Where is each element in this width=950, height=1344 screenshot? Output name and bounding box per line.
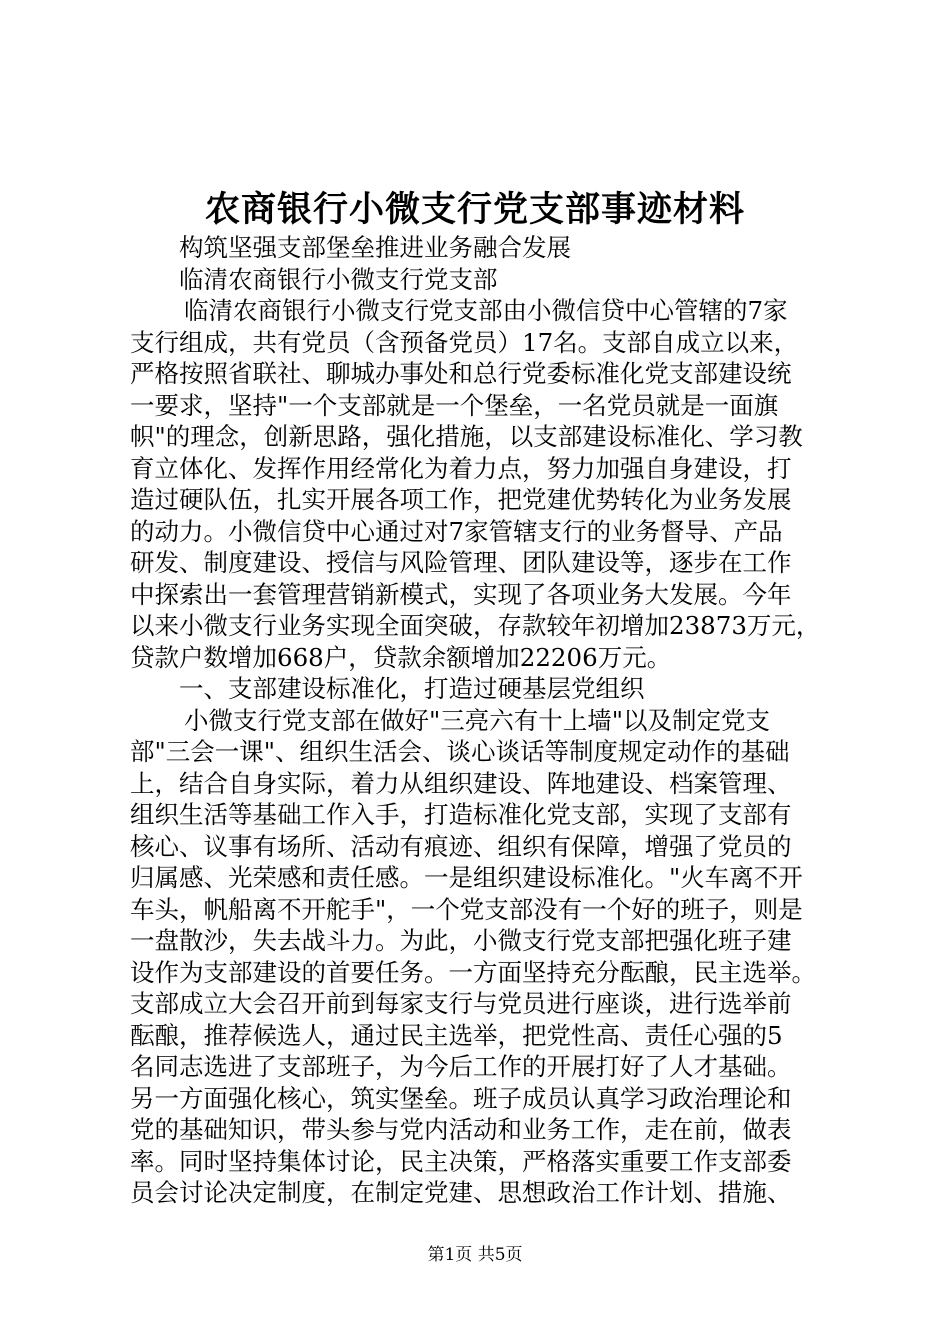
document-body [130, 232, 840, 1209]
paragraph-line: 中探索出一套管理营销新模式，实现了各项业务大发展。今年 [130, 579, 792, 609]
paragraph-line: 率。同时坚持集体讨论，民主决策，严格落实重要工作支部委 [130, 1146, 792, 1176]
paragraph-line: 另一方面强化核心，筑实堡垒。班子成员认真学习政治理论和 [130, 1083, 792, 1113]
paragraph-line: 归属感、光荣感和责任感。一是组织建设标准化。"火车离不开 [130, 863, 803, 892]
paragraph-line: 的动力。小微信贷中心通过对7家管辖支行的业务督导、产品 [130, 516, 783, 546]
paragraph-line: 部"三会一课"、组织生活会、谈心谈话等制度规定动作的基础 [130, 737, 790, 766]
paragraph-line: 贷款户数增加668户，贷款余额增加22206万元。 [130, 642, 672, 672]
document-title: 农商银行小微支行党支部事迹材料 [204, 189, 745, 230]
paragraph-line: 车头，帆船离不开舵手"，一个党支部没有一个好的班子，则是 [130, 894, 803, 924]
paragraph-line: 名同志选进了支部班子，为今后工作的开展打好了人才基础。 [130, 1052, 792, 1081]
paragraph-line: 一要求，坚持"一个支部就是一个堡垒，一名党员就是一面旗 [130, 390, 779, 420]
paragraph-line: 组织生活等基础工作入手，打造标准化党支部，实现了支部有 [130, 800, 792, 829]
paragraph-line: 帜"的理念，创新思路，强化措施，以支部建设标准化、学习教 [130, 422, 803, 451]
paragraph-line: 上，结合自身实际，着力从组织建设、阵地建设、档案管理、 [130, 768, 792, 798]
paragraph-line: 以来小微支行业务实现全面突破，存款较年初增加23873万元， [130, 611, 821, 640]
paragraph-line: 支部成立大会召开前到每家支行与党员进行座谈，进行选举前 [130, 989, 792, 1018]
section-heading: 一、支部建设标准化，打造过硬基层党组织 [179, 674, 645, 703]
paragraph-line: 临清农商银行小微支行党支部由小微信贷中心管辖的7家 [184, 296, 788, 325]
paragraph-line: 酝酿，推荐候选人，通过民主选举，把党性高、责任心强的5 [130, 1020, 783, 1050]
page-footer: 第1页 共5页 [427, 1245, 523, 1265]
paragraph-line: 支行组成，共有党员（含预备党员）17名。支部自成立以来， [130, 327, 799, 357]
paragraph-line: 核心、议事有场所、活动有痕迹、组织有保障，增强了党员的 [130, 831, 792, 861]
paragraph-line: 造过硬队伍，扎实开展各项工作，把党建优势转化为业务发展 [130, 485, 792, 514]
paragraph-line: 党的基础知识，带头参与党内活动和业务工作，走在前，做表 [130, 1115, 792, 1144]
paragraph-line: 一盘散沙，失去战斗力。为此，小微支行党支部把强化班子建 [130, 926, 792, 955]
paragraph-line: 严格按照省联社、聊城办事处和总行党委标准化党支部建设统 [130, 359, 792, 388]
paragraph-line: 研发、制度建设、授信与风险管理、团队建设等，逐步在工作 [130, 548, 792, 577]
paragraph-line: 育立体化、发挥作用经常化为着力点，努力加强自身建设，打 [130, 453, 792, 483]
subtitle-line: 构筑坚强支部堡垒推进业务融合发展 [179, 233, 571, 262]
paragraph-line: 小微支行党支部在做好"三亮六有十上墙"以及制定党支 [184, 705, 771, 735]
author-line: 临清农商银行小微支行党支部 [179, 264, 498, 294]
paragraph-line: 员会讨论决定制度，在制定党建、思想政治工作计划、措施、 [130, 1178, 792, 1207]
paragraph-line: 设作为支部建设的首要任务。一方面坚持充分酝酿，民主选举。 [130, 957, 816, 987]
